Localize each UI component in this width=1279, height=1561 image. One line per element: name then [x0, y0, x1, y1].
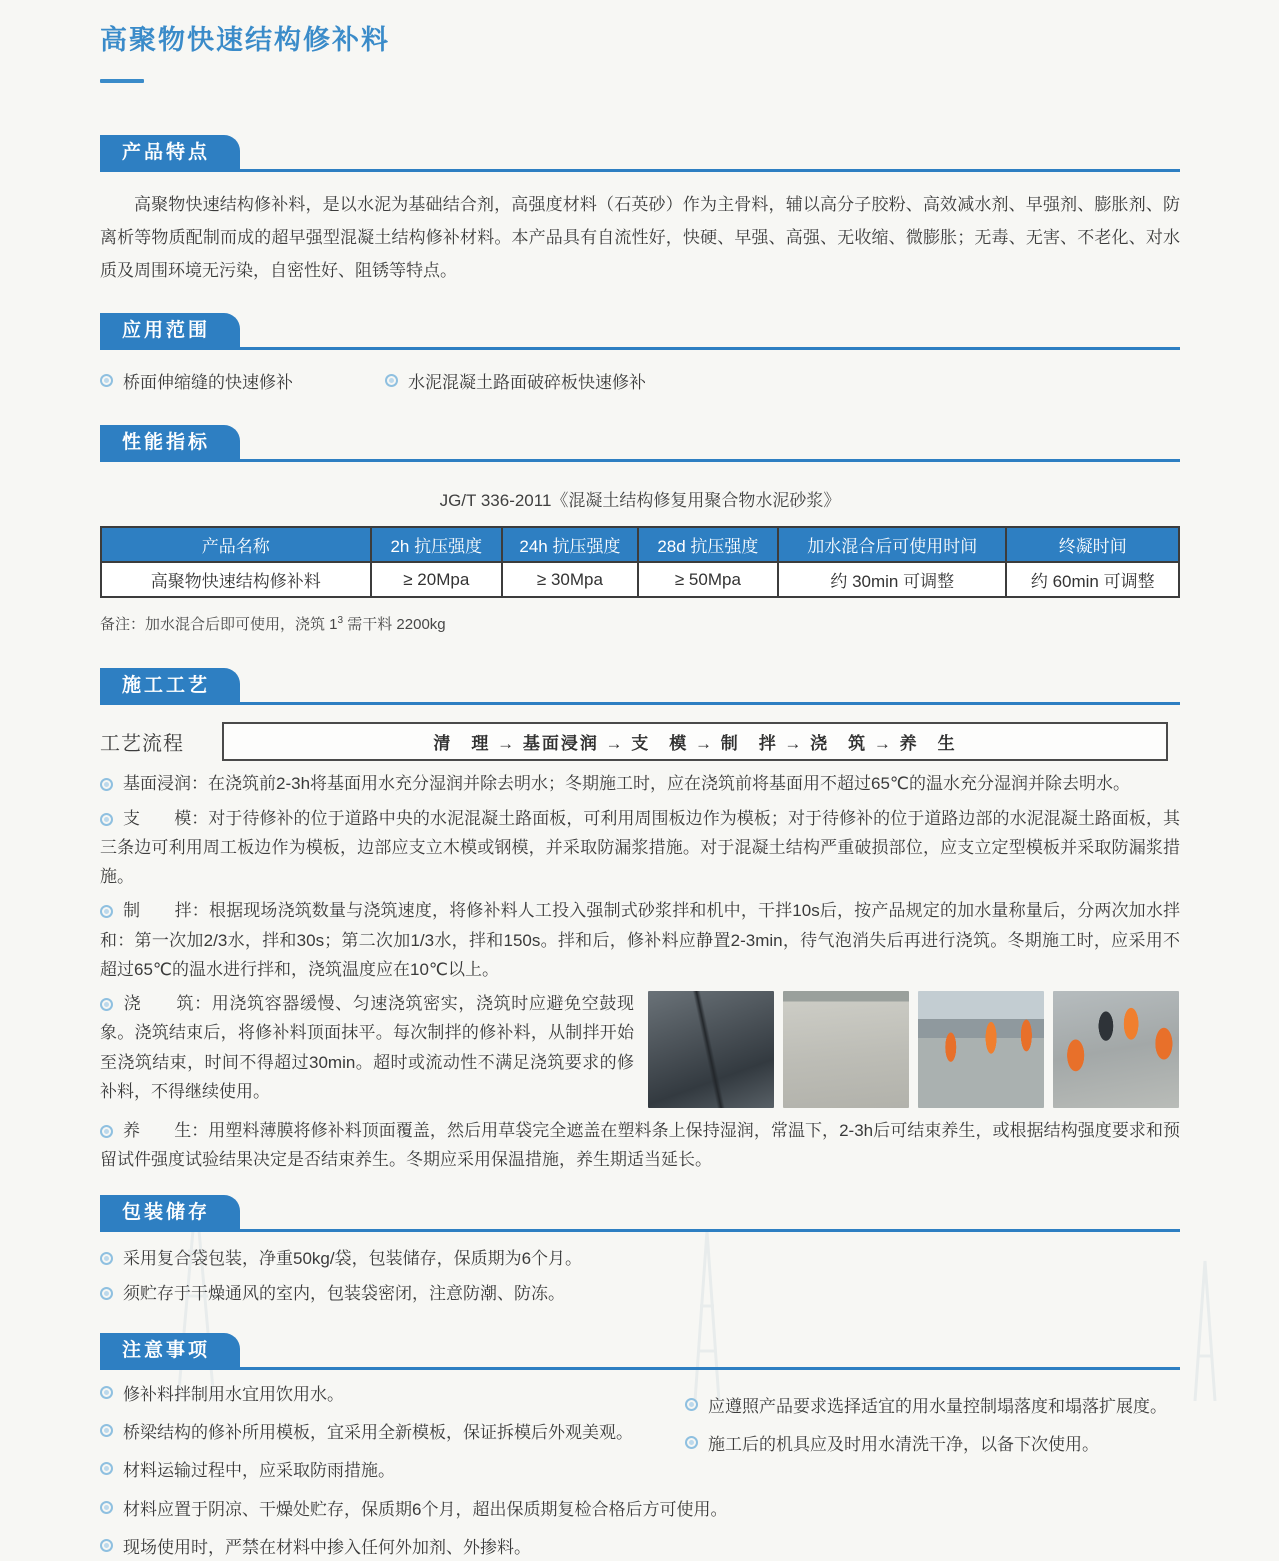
table-cell: ≥ 50Mpa — [638, 562, 778, 597]
page-title: 高聚物快速结构修补料 — [100, 25, 390, 55]
table-header-cell: 28d 抗压强度 — [638, 527, 778, 562]
step-wetting: 基面浸润：在浇筑前2-3h将基面用水充分湿润并除去明水；冬期施工时，应在浇筑前将基面用不超过65℃的温水充分湿润并除去明水。 — [100, 769, 1180, 798]
performance-table — [100, 526, 1180, 598]
step-curing: 养 生：用塑料薄膜将修补料顶面覆盖，然后用草袋完全遮盖在塑料条上保持湿润，常温下，2-3h后可结束养生，或根据结构强度要求和预留试件强度试验结果决定是否结束养生。冬期应采用保温措施，养生期适当延长。 — [100, 1121, 1180, 1170]
notice-item-label: 施工后的机具应及时用水清洗干净，以备下次使用。 — [708, 1434, 1099, 1454]
section-head-packaging — [100, 1195, 1180, 1232]
packaging-item-label: 须贮存于干燥通风的室内，包装袋密闭，注意防潮、防冻。 — [123, 1284, 565, 1304]
notice-item-label: 桥梁结构的修补所用模板，宜采用全新模板，保证拆模后外观美观。 — [123, 1422, 633, 1442]
cracked-pavement-photo — [648, 991, 774, 1108]
packaging-list — [100, 1246, 1180, 1307]
table-header-cell: 终凝时间 — [1006, 527, 1179, 562]
section-head-construction — [100, 668, 1180, 705]
step-formwork: 支 模：对于待修补的位于道路中央的水泥混凝土路面板，可利用周围板边作为模板；对于待修补的位于道路边部的水泥混凝土路面板，其三条边可利用周工板边作为模板，边部应支立木模或钢模，并采取防漏浆措施。对于混凝土结构严重破损部位，应支立定型模板并采取防漏浆措施。 — [100, 808, 1181, 887]
ring-bullet-icon — [685, 1436, 698, 1449]
flow-diagram: 清 理 → 基面浸润 → 支 模 → 制 拌 → 浇 筑 → 养 生 — [222, 722, 1168, 761]
table-cell: 高聚物快速结构修补料 — [101, 562, 371, 597]
table-cell: 约 60min 可调整 — [1006, 562, 1179, 597]
standard-reference: JG/T 336-2011《混凝土结构修复用聚合物水泥砂浆》 — [439, 491, 841, 511]
ring-bullet-icon — [685, 1398, 698, 1411]
table-cell: 约 30min 可调整 — [778, 562, 1007, 597]
notice-item — [685, 1394, 1167, 1420]
workers-pouring-repair-photo — [1053, 991, 1179, 1108]
table-header-cell: 产品名称 — [101, 527, 371, 562]
ring-bullet-icon — [100, 1125, 113, 1138]
ring-bullet-icon — [100, 1424, 113, 1437]
ring-bullet-icon — [100, 1501, 113, 1514]
notices-right-column — [685, 1382, 1167, 1471]
ring-bullet-icon — [100, 1462, 113, 1475]
table-cell: ≥ 30Mpa — [502, 562, 638, 597]
table-header-cell: 2h 抗压强度 — [371, 527, 503, 562]
section-head-notices — [100, 1333, 1180, 1370]
packaging-item — [100, 1281, 1180, 1307]
section-tab-construction: 施工工艺 — [100, 668, 240, 704]
table-header-cell: 24h 抗压强度 — [502, 527, 638, 562]
features-paragraph: 高聚物快速结构修补料，是以水泥为基础结合剂，高强度材料（石英砂）作为主骨料，辅以高分子胶粉、高效减水剂、早强剂、膨胀剂、防离析等物质配制而成的超早强型混凝土结构修补材料。本产品具有自流性好，快硬、早强、高强、无收缩、微膨胀；无毒、无害、不老化、对水质及周围环境无污染，自密性好、阻锈等特点。 — [100, 195, 1180, 281]
ring-bullet-icon — [100, 1287, 113, 1300]
notices-list — [100, 1382, 1180, 1561]
ring-bullet-icon — [100, 813, 113, 826]
table-cell: ≥ 20Mpa — [371, 562, 503, 597]
application-item — [385, 368, 646, 393]
notice-item — [100, 1535, 1180, 1561]
application-item-label: 水泥混凝土路面破碎板快速修补 — [408, 373, 646, 393]
packaging-item — [100, 1246, 1180, 1272]
construction-photos — [648, 991, 1180, 1108]
notice-item — [685, 1432, 1167, 1458]
application-item-label: 桥面伸缩缝的快速修补 — [123, 373, 293, 393]
notice-item-label: 修补料拌制用水宜用饮用水。 — [123, 1384, 344, 1404]
step-pouring: 浇 筑：用浇筑容器缓慢、匀速浇筑密实，浇筑时应避免空鼓现象。浇筑结束后，将修补料顶面抹平。每次制拌的修补料，从制拌开始至浇筑结束，时间不得超过30min。超时或流动性不满足浇筑要求的修补料，不得继续使用。 — [100, 994, 635, 1101]
process-flow-row — [100, 722, 1180, 761]
step-mixing: 制 拌：根据现场浇筑数量与浇筑速度，将修补料人工投入强制式砂浆拌和机中，干拌10s后，按产品规定的加水量称量后，分两次加水拌和：第一次加2/3水，拌和30s；第二次加1/3水，拌和150s。拌和后，修补料应静置2-3min，待气泡消失后再进行浇筑。冬期施工时，应采用不超过65℃的温水进行拌和，浇筑温度应在10℃以上。 — [100, 901, 1180, 979]
ring-bullet-icon — [100, 905, 113, 918]
ring-bullet-icon — [100, 1386, 113, 1399]
notice-item-label: 材料应置于阴凉、干燥处贮存，保质期6个月，超出保质期复检合格后方可使用。 — [123, 1499, 728, 1519]
table-row — [101, 562, 1179, 597]
notice-item-label: 现场使用时，严禁在材料中掺入任何外加剂、外掺料。 — [123, 1537, 531, 1557]
section-tab-notices: 注意事项 — [100, 1333, 240, 1369]
section-head-features — [100, 135, 1180, 172]
workers-repairing-road-photo — [918, 991, 1044, 1108]
concrete-surface-photo — [783, 991, 909, 1108]
ring-bullet-icon — [385, 374, 398, 387]
section-tab-performance: 性能指标 — [100, 425, 240, 461]
table-header-cell: 加水混合后可使用时间 — [778, 527, 1007, 562]
ring-bullet-icon — [100, 998, 113, 1011]
ring-bullet-icon — [100, 1252, 113, 1265]
application-item — [100, 368, 293, 393]
packaging-item-label: 采用复合袋包装，净重50kg/袋，包装储存，保质期为6个月。 — [123, 1248, 583, 1268]
section-head-applications — [100, 313, 1180, 350]
title-underline — [100, 79, 144, 83]
section-tab-packaging: 包装储存 — [100, 1195, 240, 1231]
section-tab-applications: 应用范围 — [100, 313, 240, 349]
section-head-performance — [100, 425, 1180, 462]
table-note: 备注：加水混合后即可使用，浇筑 $1^3$ 需干料 2200kg — [100, 615, 446, 634]
notice-item — [100, 1497, 1180, 1523]
ring-bullet-icon — [100, 778, 113, 791]
construction-steps — [100, 769, 1180, 1174]
table-header-row — [101, 527, 1179, 562]
notice-item-label: 材料运输过程中，应采取防雨措施。 — [123, 1461, 395, 1481]
flow-label: 工艺流程 — [100, 733, 184, 756]
ring-bullet-icon — [100, 1539, 113, 1552]
ring-bullet-icon — [100, 374, 113, 387]
applications-list — [100, 368, 1180, 393]
notice-item-label: 应遵照产品要求选择适宜的用水量控制塌落度和塌落扩展度。 — [708, 1396, 1167, 1416]
section-tab-features: 产品特点 — [100, 135, 240, 171]
